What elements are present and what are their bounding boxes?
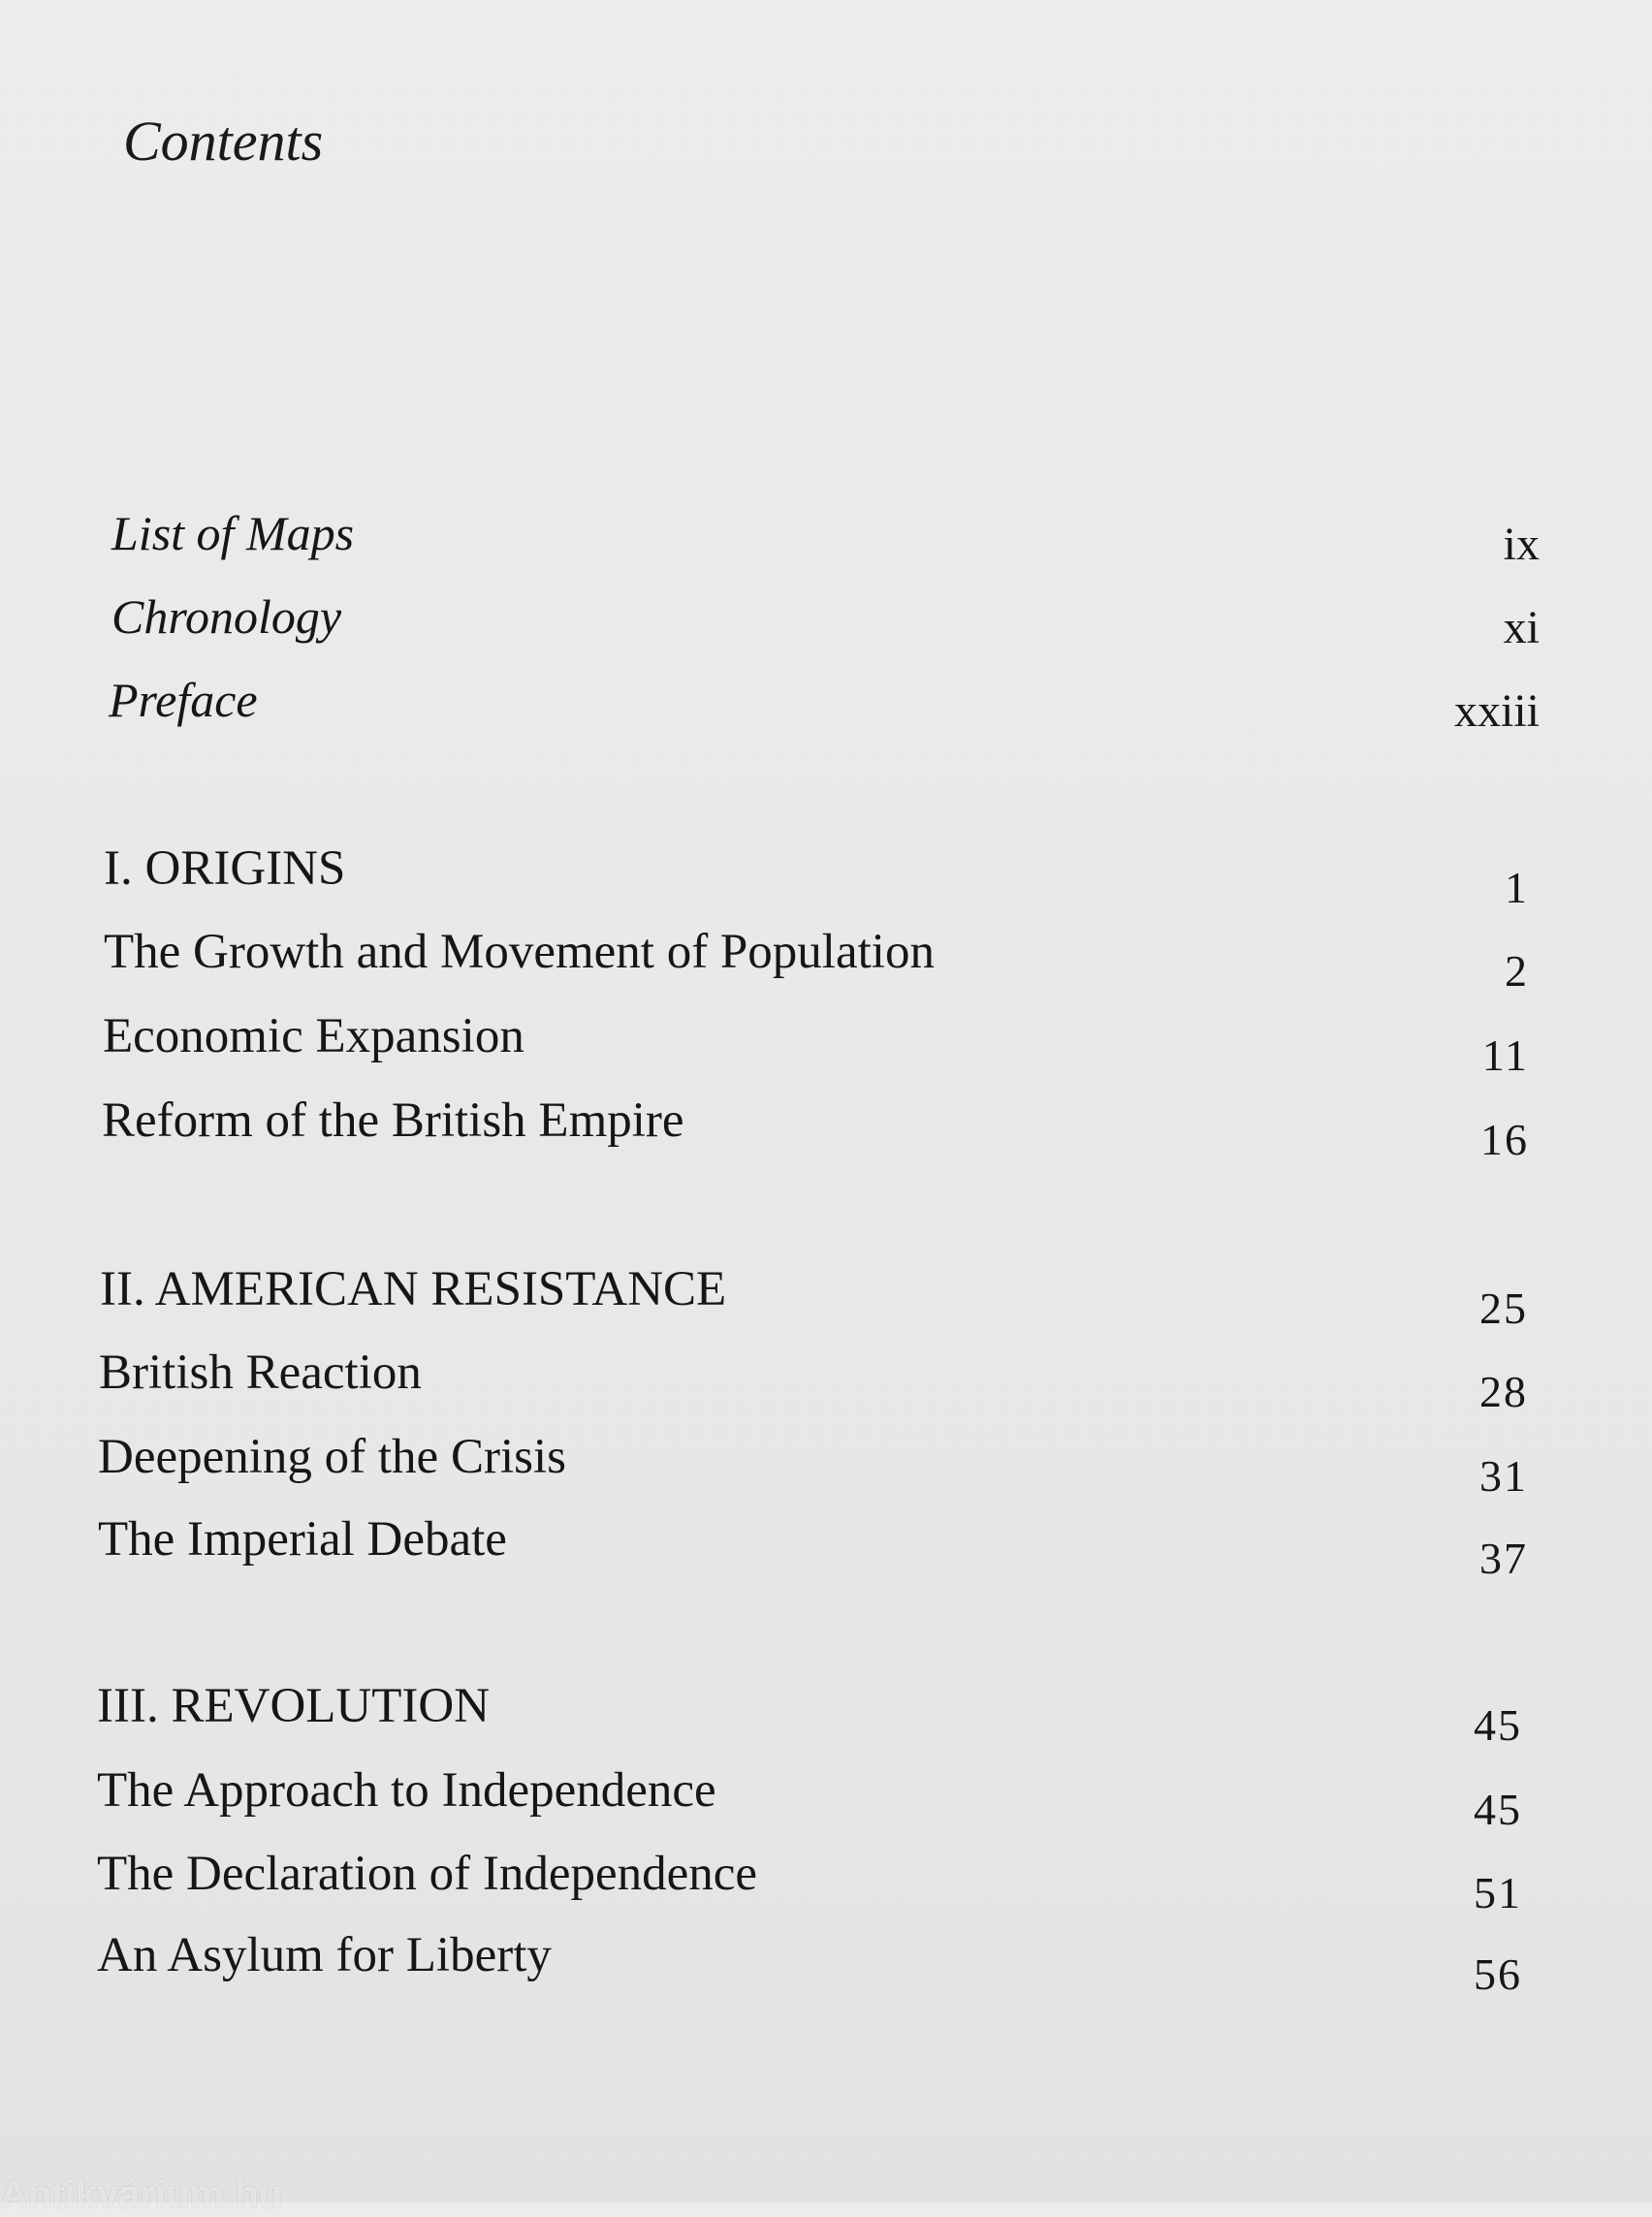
toc-section <box>104 925 1529 996</box>
toc-entry-page: ix <box>1503 519 1540 570</box>
toc-entry-label: Preface <box>109 673 258 727</box>
toc-entry-label: List of Maps <box>111 506 355 560</box>
toc-chapter-2 <box>100 1262 1528 1333</box>
section-label: Economic Expansion <box>103 1009 524 1063</box>
section-label: British Reaction <box>99 1346 422 1400</box>
toc-section <box>97 1763 1522 1834</box>
toc-entry-chronology <box>111 589 1540 653</box>
chapter-title: II. AMERICAN RESISTANCE <box>100 1262 727 1316</box>
toc-entry-page: xi <box>1503 602 1540 653</box>
section-label: The Imperial Debate <box>98 1512 507 1567</box>
toc-entry-list-of-maps <box>111 506 1540 570</box>
section-label: Reform of the British Empire <box>102 1093 684 1148</box>
chapter-page: 1 <box>1505 863 1529 912</box>
toc-entry-page: xxiii <box>1453 685 1540 737</box>
section-label: The Growth and Movement of Population <box>104 925 935 979</box>
toc-section <box>98 1512 1528 1583</box>
section-page: 16 <box>1480 1115 1529 1164</box>
section-page: 45 <box>1474 1785 1522 1834</box>
toc-section <box>97 1928 1522 1999</box>
section-label: An Asylum for Liberty <box>97 1928 552 1982</box>
section-label: The Declaration of Independence <box>97 1847 758 1901</box>
toc-section <box>97 1847 1522 1917</box>
watermark: Antikvárium.hu <box>0 2173 283 2216</box>
section-page: 51 <box>1474 1868 1522 1917</box>
toc-chapter-3 <box>97 1679 1522 1750</box>
section-page: 11 <box>1481 1030 1529 1080</box>
section-page: 28 <box>1479 1367 1528 1416</box>
toc-entry-label: Chronology <box>111 589 342 644</box>
section-page: 2 <box>1505 946 1529 996</box>
toc-chapter-1 <box>104 841 1529 912</box>
toc-section <box>103 1009 1529 1080</box>
toc-entry-preface <box>109 673 1540 737</box>
chapter-page: 45 <box>1474 1700 1522 1750</box>
chapter-title: I. ORIGINS <box>104 841 346 896</box>
page-title: Contents <box>123 110 324 173</box>
toc-section <box>102 1093 1529 1164</box>
section-page: 56 <box>1474 1949 1522 1999</box>
toc-section <box>98 1430 1528 1501</box>
chapter-title: III. REVOLUTION <box>97 1679 491 1733</box>
chapter-page: 25 <box>1479 1283 1528 1333</box>
section-page: 37 <box>1479 1534 1528 1583</box>
section-page: 31 <box>1479 1451 1528 1501</box>
section-label: The Approach to Independence <box>97 1763 716 1818</box>
toc-section <box>99 1346 1528 1416</box>
section-label: Deepening of the Crisis <box>98 1430 566 1484</box>
